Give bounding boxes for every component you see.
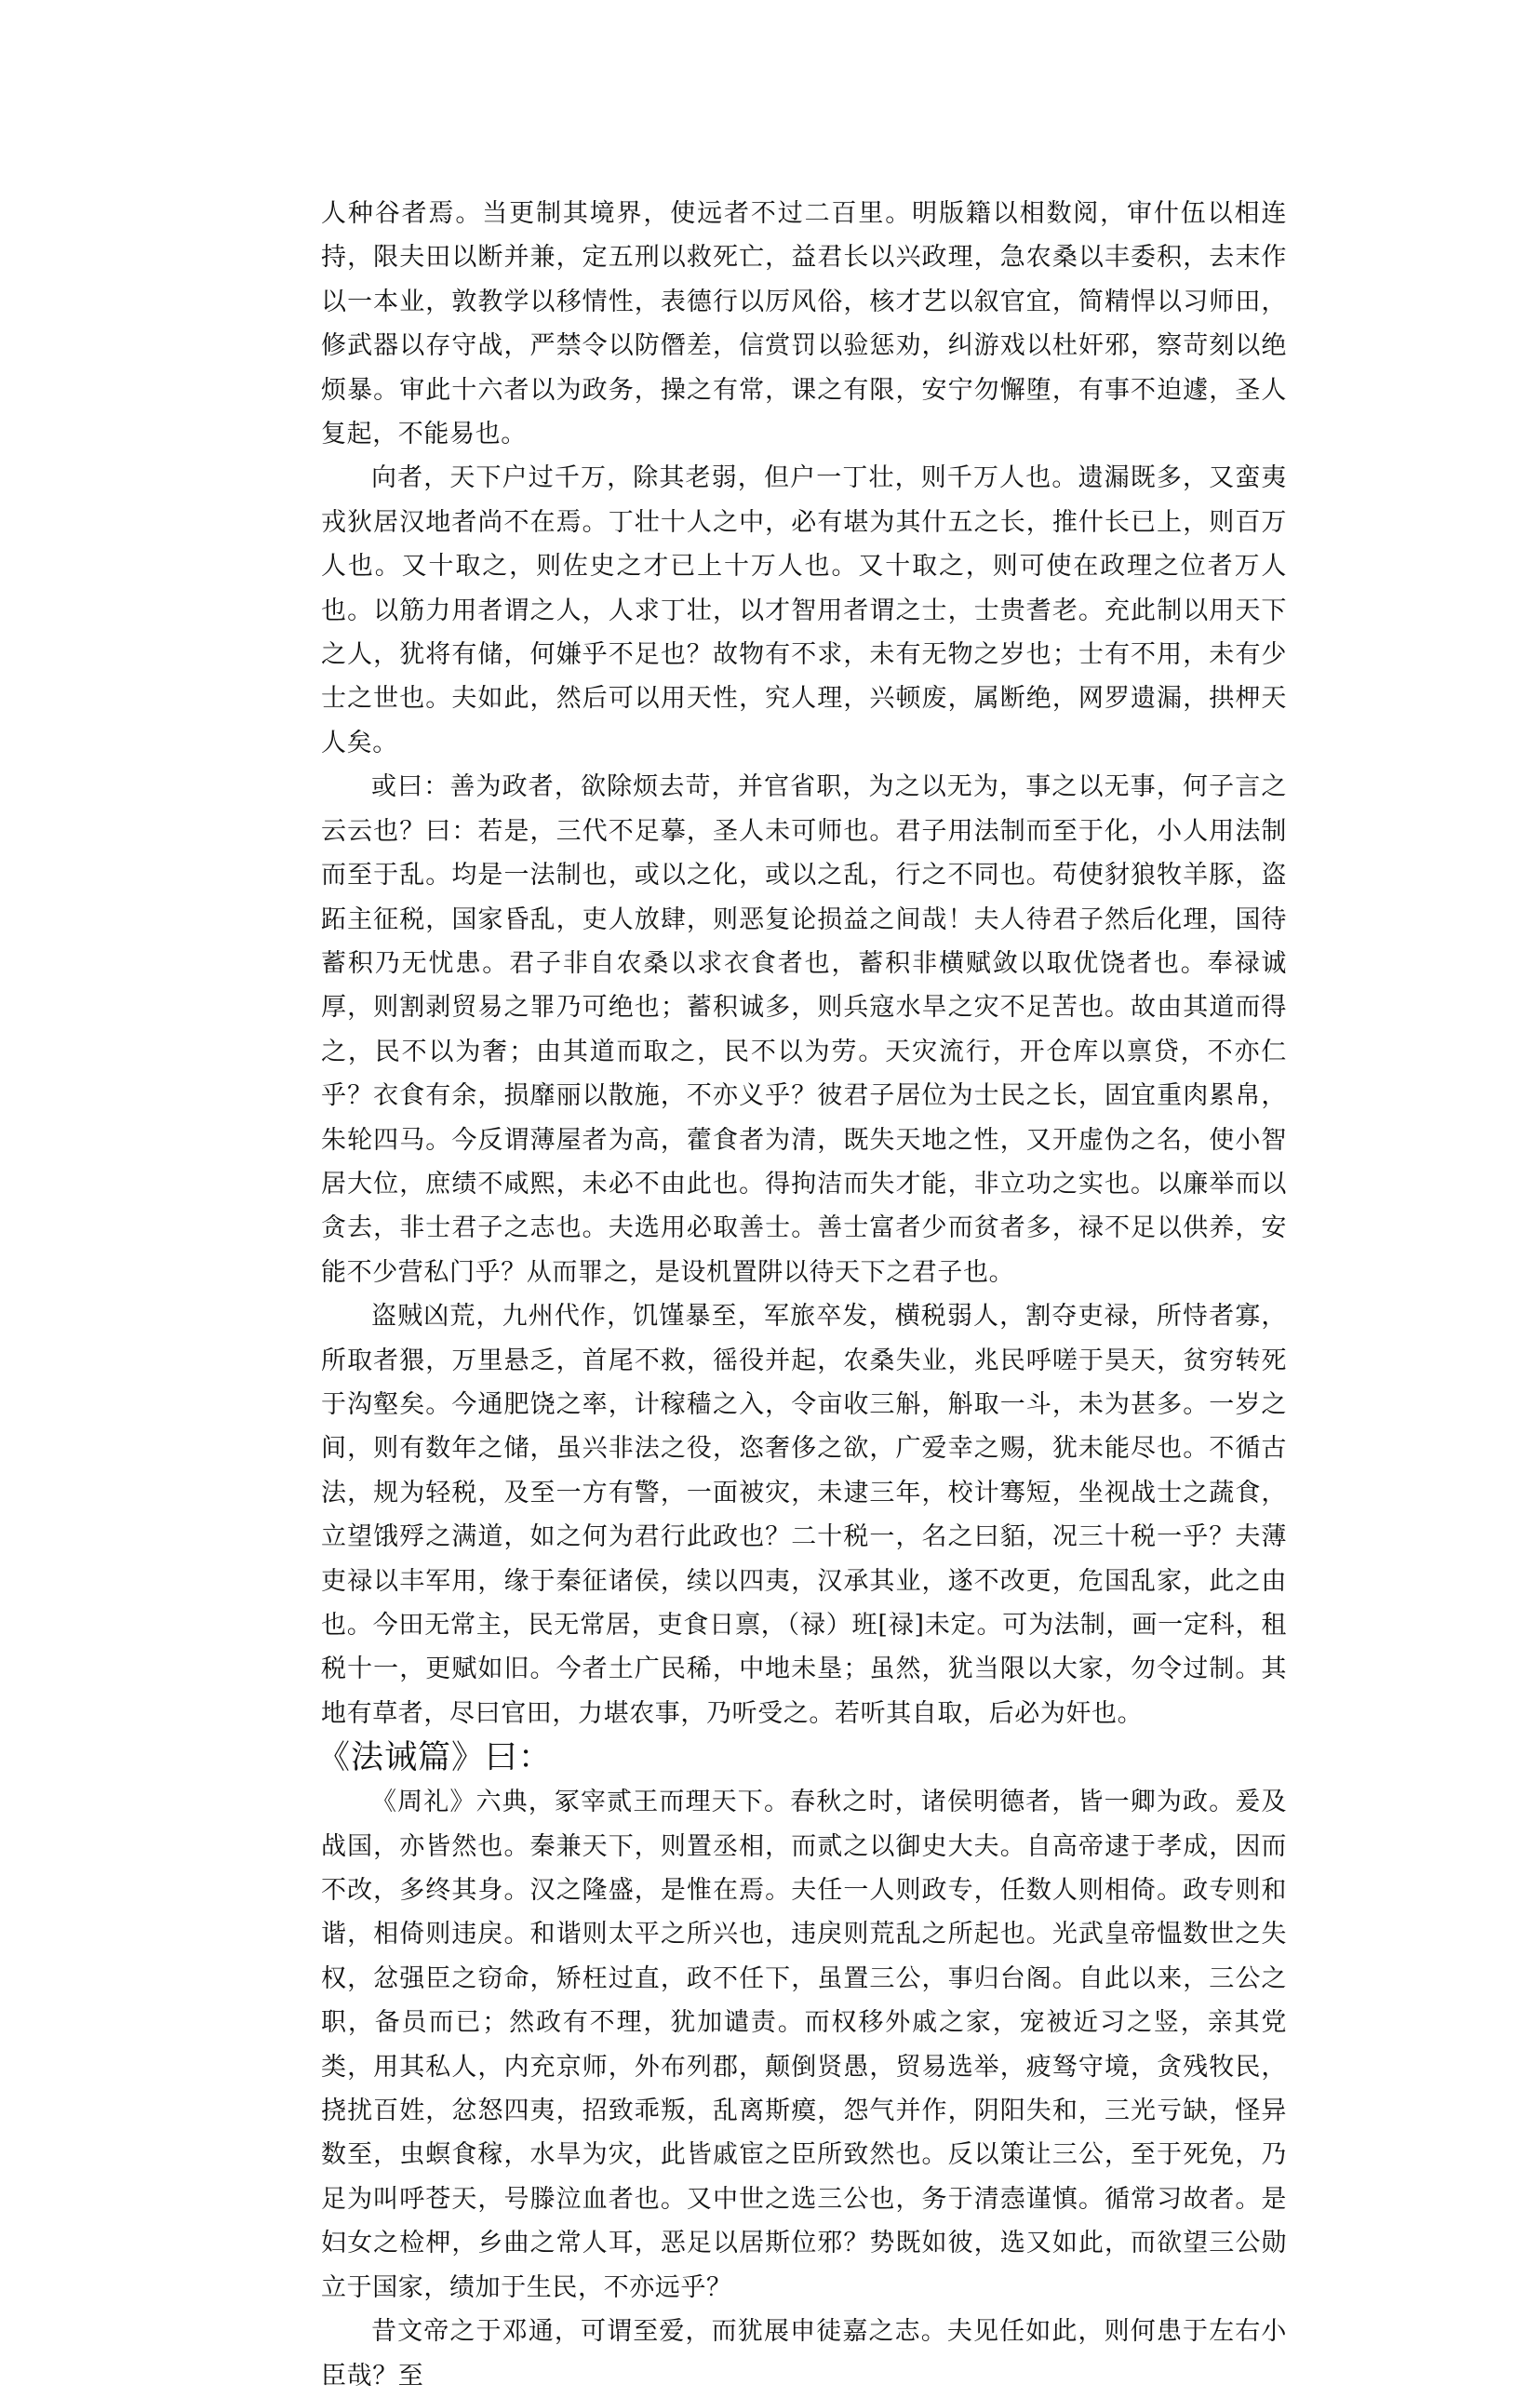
paragraph-3: 或曰：善为政者，欲除烦去苛，并官省职，为之以无为，事之以无事，何子言之云云也？曰：若是，三代不足摹，圣人未可师也。君子用法制而至于化，小人用法制而至于乱。均是一法制也，或以之化，或以之乱，行之不同也。苟使豺狼牧羊豚，盗跖主征税，国家昏乱，吏人放肆，则恶复论损益之间哉！夫人待君子然后化理，国待蓄积乃无忧患。君子非自农桑以求衣食者也，蓄积非横赋敛以取优饶者也。奉禄诚厚，则割剥贸易之罪乃可绝也；蓄积诚多，则兵寇水旱之灾不足苦也。故由其道而得之，民不以为奢；由其道而取之，民不以为劳。天灾流行，开仓库以禀贷，不亦仁乎？衣食有余，损靡丽以散施，不亦义乎？彼君子居位为士民之长，固宜重肉累帛，朱轮四马。今反谓薄屋者为高，藿食者为清，既失天地之性，又开虚伪之名，使小智居大位，庶绩不咸熙，未必不由此也。得拘洁而失才能，非立功之实也。以廉举而以贪去，非士君子之志也。夫选用必取善士。善士富者少而贫者多，禄不足以供养，安能不少营私门乎？从而罪之，是设机置阱以待天下之君子也。: [321, 772, 1287, 1287]
paragraph-2: 向者，天下户过千万，除其老弱，但户一丁壮，则千万人也。遗漏既多，又蛮夷戎狄居汉地者尚不在焉。丁壮十人之中，必有堪为其什五之长，推什长已上，则百万人也。又十取之，则佐史之才已上十万人也。又十取之，则可使在政理之位者万人也。以筋力用者谓之人，人求丁壮，以才智用者谓之士，士贵耆老。充此制以用天下之人，犹将有储，何嫌乎不足也？故物有不求，未有无物之岁也；士有不用，未有少士之世也。夫如此，然后可以用天性，究人理，兴顿废，属断绝，网罗遗漏，拱柙天人矣。: [321, 463, 1287, 757]
document-page: [317, 192, 1287, 2398]
paragraph-4: 盗贼凶荒，九州代作，饥馑暴至，军旅卒发，横税弱人，割夺吏禄，所恃者寡，所取者猥，万里悬乏，首尾不救，徭役并起，农桑失业，兆民呼嗟于昊天，贫穷转死于沟壑矣。今通肥饶之率，计稼穑之入，令亩收三斛，斛取一斗，未为甚多。一岁之间，则有数年之储，虽兴非法之役，恣奢侈之欲，广爱幸之赐，犹未能尽也。不循古法，规为轻税，及至一方有警，一面被灾，未逮三年，校计骞短，坐视战士之蔬食，立望饿殍之满道，如之何为君行此政也？二十税一，名之曰貊，况三十税一乎？夫薄吏禄以丰军用，缘于秦征诸侯，续以四夷，汉承其业，遂不改更，危国乱家，此之由也。今田无常主，民无常居，吏食日禀，（禄）班[禄]未定。可为法制，画一定科，租税十一，更赋如旧。今者土广民稀，中地未垦；虽然，犹当限以大家，勿令过制。其地有草者，尽曰官田，力堪农事，乃听受之。若听其自取，后必为奸也。: [321, 1302, 1287, 1728]
paragraph-5: 《周礼》六典，冢宰贰王而理天下。春秋之时，诸侯明德者，皆一卿为政。爰及战国，亦皆然也。秦兼天下，则置丞相，而贰之以御史大夫。自高帝逮于孝成，因而不改，多终其身。汉之隆盛，是惟在焉。夫任一人则政专，任数人则相倚。政专则和谐，相倚则违戾。和谐则太平之所兴也，违戾则荒乱之所起也。光武皇帝愠数世之失权，忿强臣之窃命，矫枉过直，政不任下，虽置三公，事归台阁。自此以来，三公之职，备员而已；然政有不理，犹加谴责。而权移外戚之家，宠被近习之竖，亲其党类，用其私人，内充京师，外布列郡，颠倒贤愚，贸易选举，疲驽守境，贪残牧民，挠扰百姓，忿怒四夷，招致乖叛，乱离斯瘼，怨气并作，阴阳失和，三光亏缺，怪异数至，虫螟食稼，水旱为灾，此皆戚宦之臣所致然也。反以策让三公，至于死免，乃足为叫呼苍天，号滕泣血者也。又中世之选三公也，务于清悫谨慎。循常习故者。是妇女之检柙，乡曲之常人耳，恶足以居斯位邪？势既如彼，选又如此，而欲望三公勋立于国家，绩加于生民，不亦远乎？: [321, 1788, 1287, 2302]
paragraph-1: 人种谷者焉。当更制其境界，使远者不过二百里。明版籍以相数阅，审什伍以相连持，限夫田以断并兼，定五刑以救死亡，益君长以兴政理，急农桑以丰委积，去末作以一本业，敦教学以移情性，表德行以厉风俗，核才艺以叙官宜，简精悍以习师田，修武器以存守战，严禁令以防僭差，信赏罚以验惩劝，纠游戏以杜奸邪，察苛刻以绝烦暴。审此十六者以为政务，操之有常，课之有限，安宁勿懈堕，有事不迫遽，圣人复起，不能易也。: [321, 199, 1287, 449]
section-heading: 《法诫篇》曰：: [317, 1739, 553, 1777]
paragraph-6: 昔文帝之于邓通，可谓至爱，而犹展申徒嘉之志。夫见任如此，则何患于左右小臣哉？至: [321, 2317, 1287, 2391]
